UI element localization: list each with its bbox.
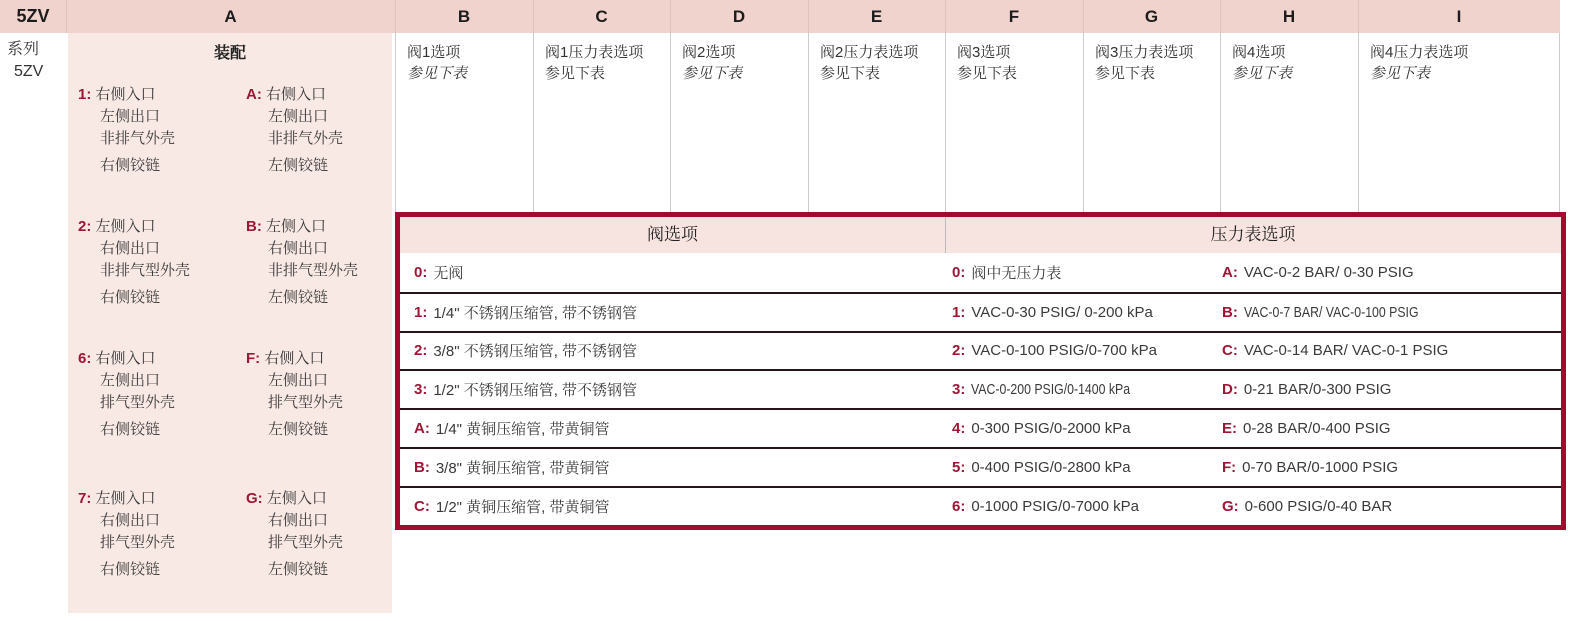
column-divider — [533, 33, 534, 213]
option-line: 右侧入口 — [266, 86, 327, 103]
col-header-valve4-gauge-option: 阀4压力表选项 参见下表 — [1370, 44, 1469, 82]
table-row — [400, 369, 1561, 408]
option-key: B: — [1222, 303, 1238, 321]
option-line: 非排气外壳 — [100, 130, 176, 147]
assembly-title: 装配 — [213, 45, 246, 62]
column-divider — [1220, 33, 1221, 213]
option-line: 右侧入口 — [95, 86, 156, 103]
column-divider — [1083, 33, 1084, 213]
column-divider — [1358, 33, 1359, 213]
header-cell-a: A — [224, 7, 237, 26]
option-line: 左侧入口 — [95, 490, 156, 507]
option-value: 0-70 BAR/0-1000 PSIG — [1242, 458, 1399, 476]
assembly-group-F — [246, 348, 343, 441]
header-divider — [1358, 0, 1359, 33]
col-header-valve2-option: 阀2选项 参见下表 — [682, 44, 743, 82]
option-value: VAC-0-200 PSIG/0-1400 kPa — [971, 381, 1131, 399]
assembly-group-A — [246, 84, 343, 177]
header-cell-i: I — [1456, 7, 1462, 26]
col-header-valve3-option: 阀3选项 参见下表 — [957, 44, 1018, 82]
header-cell-g: G — [1144, 7, 1159, 26]
table-row — [400, 331, 1561, 370]
assembly-group-7 — [78, 488, 175, 581]
option-value: 0-300 PSIG/0-2000 kPa — [971, 420, 1131, 438]
option-value: 1/4" 黄铜压缩管, 带黄铜管 — [435, 421, 610, 439]
table-header-divider — [945, 217, 946, 253]
header-cell-c: C — [595, 7, 608, 26]
option-value: 1/2" 黄铜压缩管, 带黄铜管 — [435, 498, 610, 516]
option-line: 左侧出口 — [100, 372, 161, 389]
option-key: A: — [414, 420, 430, 438]
option-line: 排气型外壳 — [268, 534, 344, 551]
col-header-valve3-gauge-option: 阀3压力表选项 参见下表 — [1095, 44, 1194, 82]
option-line: 左侧铰链 — [268, 561, 329, 578]
option-key: 1: — [78, 86, 92, 103]
option-value: 0-400 PSIG/0-2800 kPa — [971, 458, 1131, 476]
option-value: VAC-0-14 BAR/ VAC-0-1 PSIG — [1243, 342, 1449, 360]
header-cell-f: F — [1008, 7, 1020, 26]
header-cell-5zv: 5ZV — [16, 6, 50, 26]
option-line: 右侧出口 — [268, 512, 329, 529]
option-key: 3: — [414, 381, 428, 399]
header-divider — [395, 0, 396, 33]
option-line: 右侧出口 — [100, 240, 161, 257]
option-line: 左侧入口 — [95, 218, 156, 235]
col-header-valve2-gauge-option: 阀2压力表选项 参见下表 — [820, 44, 919, 82]
option-value: 1/2" 不锈钢压缩管, 带不锈钢管 — [433, 382, 638, 400]
option-key: G: — [246, 490, 263, 507]
option-line: 左侧出口 — [268, 372, 329, 389]
header-divider — [1220, 0, 1221, 33]
option-line: 左侧铰链 — [268, 157, 329, 174]
option-key: 0: — [414, 263, 428, 281]
option-key: 4: — [952, 420, 966, 438]
series-label — [7, 39, 43, 83]
table-row — [400, 292, 1561, 331]
option-line: 左侧入口 — [266, 490, 327, 507]
header-cell-b: B — [457, 7, 471, 26]
option-value: 0-600 PSIG/0-40 BAR — [1244, 497, 1393, 515]
column-divider — [670, 33, 671, 213]
option-line: 非排气外壳 — [268, 130, 344, 147]
option-line: 非排气型外壳 — [268, 262, 359, 279]
option-key: A: — [246, 86, 262, 103]
option-key: 6: — [952, 497, 966, 515]
option-key: C: — [1222, 342, 1238, 360]
option-value: 无阀 — [433, 264, 464, 282]
table-row — [400, 486, 1561, 525]
header-cell-d: D — [732, 7, 746, 26]
option-value: VAC-0-7 BAR/ VAC-0-100 PSIG — [1243, 303, 1419, 321]
header-divider — [1083, 0, 1084, 33]
option-line: 右侧铰链 — [100, 421, 161, 438]
col-header-valve4-option: 阀4选项 参见下表 — [1232, 44, 1293, 82]
option-line: 非排气型外壳 — [100, 262, 191, 279]
option-key: B: — [414, 458, 430, 476]
options-table-header — [400, 217, 1561, 253]
option-line: 右侧入口 — [264, 350, 325, 367]
option-key: 1: — [414, 303, 428, 321]
option-line: 排气型外壳 — [268, 394, 344, 411]
header-divider — [945, 0, 946, 33]
option-key: 1: — [952, 303, 966, 321]
option-key: D: — [1222, 381, 1238, 399]
column-divider — [808, 33, 809, 213]
option-line: 右侧铰链 — [100, 561, 161, 578]
assembly-group-6 — [78, 348, 175, 441]
option-value: 0-1000 PSIG/0-7000 kPa — [971, 497, 1139, 515]
option-value: 3/8" 黄铜压缩管, 带黄铜管 — [435, 459, 610, 477]
option-key: F: — [1222, 458, 1237, 476]
table-row — [400, 408, 1561, 447]
option-key: E: — [1222, 420, 1237, 438]
assembly-group-B — [246, 216, 358, 309]
option-key: G: — [1222, 497, 1239, 515]
header-divider — [670, 0, 671, 33]
header-cell-e: E — [870, 7, 883, 26]
col-header-valve1-option: 阀1选项 参见下表 — [407, 44, 468, 82]
option-key: A: — [1222, 263, 1238, 281]
table-row — [400, 253, 1561, 292]
option-line: 左侧出口 — [100, 108, 161, 125]
column-letter-header — [0, 0, 1560, 33]
column-divider — [945, 33, 946, 213]
col-header-valve1-gauge-option: 阀1压力表选项 参见下表 — [545, 44, 644, 82]
option-line: 右侧铰链 — [100, 289, 161, 306]
column-divider — [395, 33, 396, 213]
assembly-group-1 — [78, 84, 175, 177]
option-key: C: — [414, 497, 430, 515]
gauge-options-header: 压力表选项 — [1210, 225, 1296, 244]
option-line: 右侧出口 — [268, 240, 329, 257]
option-line: 左侧出口 — [268, 108, 329, 125]
option-value: VAC-0-30 PSIG/ 0-200 kPa — [971, 303, 1153, 321]
option-line: 右侧入口 — [95, 350, 156, 367]
option-line: 左侧铰链 — [268, 289, 329, 306]
option-key: B: — [246, 218, 262, 235]
option-key: 2: — [414, 342, 428, 360]
series-text: 系列 — [7, 41, 40, 58]
option-line: 左侧入口 — [266, 218, 327, 235]
option-value: 1/4" 不锈钢压缩管, 带不锈钢管 — [433, 304, 638, 322]
series-code: 5ZV — [14, 63, 44, 80]
option-line: 右侧铰链 — [100, 157, 161, 174]
header-divider — [66, 0, 67, 33]
option-key: 2: — [952, 342, 966, 360]
header-divider — [808, 0, 809, 33]
header-cell-h: H — [1282, 7, 1296, 26]
option-value: 0-21 BAR/0-300 PSIG — [1243, 381, 1392, 399]
option-key: 7: — [78, 490, 92, 507]
option-key: 0: — [952, 263, 966, 281]
option-line: 排气型外壳 — [100, 394, 176, 411]
option-key: 6: — [78, 350, 92, 367]
option-value: 0-28 BAR/0-400 PSIG — [1243, 420, 1391, 438]
assembly-group-G — [246, 488, 343, 581]
valve-options-header: 阀选项 — [647, 225, 698, 244]
option-value: 阀中无压力表 — [971, 264, 1062, 282]
option-line: 排气型外壳 — [100, 534, 176, 551]
header-divider — [533, 0, 534, 33]
option-key: 3: — [952, 381, 966, 399]
column-divider — [1559, 33, 1560, 213]
option-key: 2: — [78, 218, 92, 235]
option-key: F: — [246, 350, 261, 367]
option-key: 5: — [952, 458, 966, 476]
table-row — [400, 447, 1561, 486]
option-line: 右侧出口 — [100, 512, 161, 529]
option-line: 左侧铰链 — [268, 421, 329, 438]
option-value: VAC-0-2 BAR/ 0-30 PSIG — [1243, 263, 1414, 281]
option-value: VAC-0-100 PSIG/0-700 kPa — [971, 342, 1157, 360]
options-table — [395, 212, 1566, 530]
assembly-group-2 — [78, 216, 190, 309]
option-value: 3/8" 不锈钢压缩管, 带不锈钢管 — [433, 343, 638, 361]
